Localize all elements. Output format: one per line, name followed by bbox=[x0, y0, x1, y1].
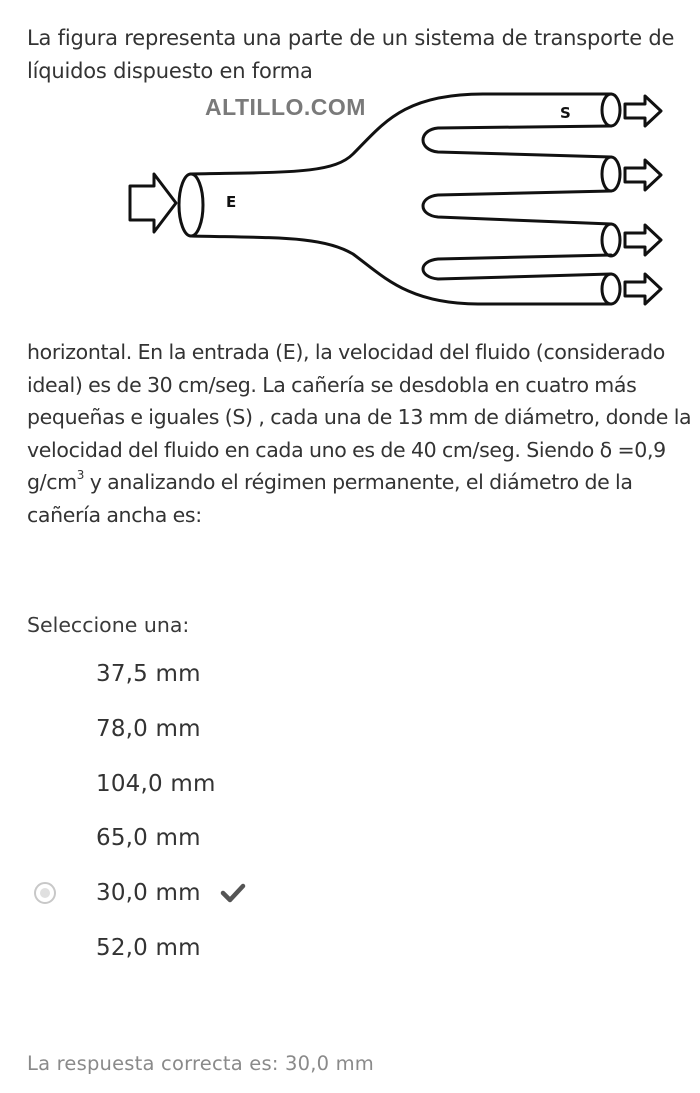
answer-option-label[interactable]: 78,0 mm bbox=[96, 716, 201, 743]
outlet-arrow-icon bbox=[625, 160, 661, 190]
exit-label: S bbox=[560, 104, 571, 122]
inlet-arrow-icon bbox=[130, 174, 176, 232]
answer-option-label[interactable]: 65,0 mm bbox=[96, 825, 201, 852]
answer-option-label[interactable]: 30,0 mm bbox=[96, 880, 201, 907]
answer-option[interactable] bbox=[0, 702, 700, 757]
entrance-opening bbox=[179, 174, 203, 236]
question-superscript: 3 bbox=[76, 468, 85, 483]
pipe-diagram bbox=[118, 84, 683, 329]
radio-button-icon[interactable] bbox=[34, 882, 56, 904]
correct-answer-feedback: La respuesta correcta es: 30,0 mm bbox=[27, 1052, 375, 1075]
entrance-label: E bbox=[226, 193, 237, 211]
answer-option[interactable] bbox=[0, 756, 700, 811]
answer-option-label[interactable]: 52,0 mm bbox=[96, 934, 201, 961]
outlet-arrow-icon bbox=[625, 96, 661, 126]
answer-option-label[interactable]: 37,5 mm bbox=[96, 661, 201, 688]
answer-option-label[interactable]: 104,0 mm bbox=[96, 770, 216, 797]
question-intro: La figura representa una parte de un sistema de transporte de líquidos dispuesto en forma bbox=[27, 26, 675, 83]
outlet-arrow-icon bbox=[625, 274, 661, 304]
outlet-arrow-icon bbox=[625, 225, 661, 255]
question-body-part2: y analizando el régimen permanente, el diámetro de la cañería ancha es: bbox=[27, 470, 633, 527]
question-body bbox=[27, 336, 692, 531]
watermark-logo: ALTILLO.COM bbox=[205, 94, 366, 120]
answer-option[interactable] bbox=[0, 920, 700, 975]
answer-option-selected[interactable] bbox=[0, 866, 700, 921]
checkmark-icon bbox=[220, 882, 246, 904]
pipe-system-figure bbox=[118, 84, 683, 329]
answer-option[interactable] bbox=[0, 647, 700, 702]
answer-options bbox=[0, 647, 700, 975]
answer-prompt: Seleccione una: bbox=[27, 613, 190, 637]
answer-option[interactable] bbox=[0, 811, 700, 866]
question-body-part1: horizontal. En la entrada (E), la velocidad del fluido (considerado ideal) es de 30 cm/seg. La cañería se desdobla en cuatro más pequeñas e iguales (S) , cada una de 13 mm de diámetro, donde la velocidad del fluido en cada uno es de 40 cm/seg. Siendo δ =0,9 g/cm bbox=[27, 340, 692, 494]
